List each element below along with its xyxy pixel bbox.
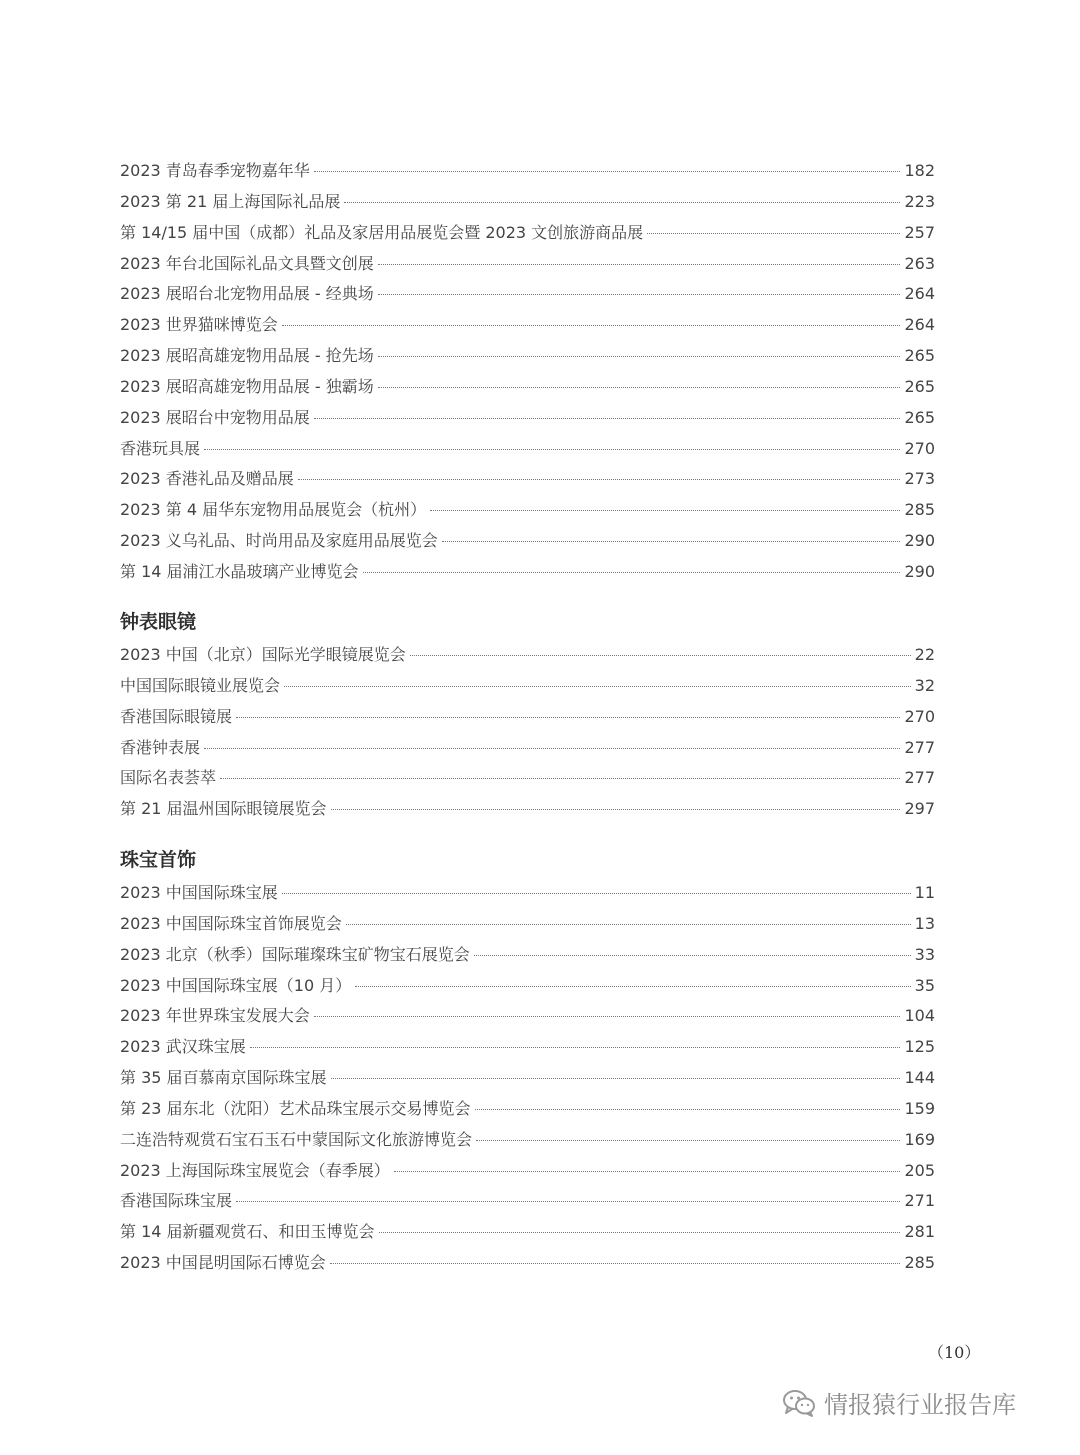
- toc-entry-page: 270: [904, 438, 935, 458]
- toc-entry-title: 香港国际珠宝展: [120, 1191, 233, 1211]
- toc-entry-title: 第 14 届浦江水晶玻璃产业博览会: [120, 561, 359, 581]
- dot-leader: [442, 541, 901, 542]
- dot-leader: [476, 1140, 900, 1141]
- toc-entry-title: 2023 展昭高雄宠物用品展 - 抢先场: [120, 346, 374, 366]
- toc-entry-title: 2023 年台北国际礼品文具暨文创展: [120, 253, 374, 273]
- dot-leader: [378, 387, 901, 388]
- toc-entry-title: 2023 中国国际珠宝展（10 月）: [120, 975, 352, 995]
- toc-entry[interactable]: [120, 405, 935, 436]
- dot-leader: [331, 1078, 901, 1079]
- toc-entry[interactable]: [120, 973, 935, 1004]
- toc-section-jewelry: [120, 842, 935, 1281]
- toc-entry[interactable]: [120, 281, 935, 312]
- dot-leader: [236, 717, 900, 718]
- toc-entry[interactable]: [120, 1219, 935, 1250]
- wechat-icon: [782, 1388, 816, 1418]
- toc-entry-page: 264: [904, 284, 935, 304]
- toc-entry-title: 第 14 届新疆观赏石、和田玉博览会: [120, 1222, 375, 1242]
- toc-entry-page: 270: [904, 706, 935, 726]
- toc-entry[interactable]: [120, 642, 935, 673]
- toc-entry-page: 263: [904, 253, 935, 273]
- dot-leader: [378, 356, 901, 357]
- dot-leader: [284, 686, 911, 687]
- dot-leader: [204, 748, 900, 749]
- toc-entry-title: 2023 香港礼品及赠品展: [120, 469, 294, 489]
- toc-entry[interactable]: [120, 158, 935, 189]
- toc-entry[interactable]: [120, 673, 935, 704]
- watermark-text: 情报猿行业报告库: [824, 1391, 1016, 1419]
- dot-leader: [346, 924, 911, 925]
- toc-entry-title: 2023 中国国际珠宝展: [120, 883, 278, 902]
- toc-entry-title: 第 14/15 届中国（成都）礼品及家居用品展览会暨 2023 文创旅游商品展: [120, 222, 644, 242]
- dot-leader: [430, 510, 900, 511]
- toc-entry-title: 2023 年世界珠宝发展大会: [120, 1006, 310, 1026]
- watermark: [782, 1385, 1016, 1420]
- toc-entry-page: 169: [904, 1129, 935, 1149]
- toc-entry[interactable]: [120, 1127, 935, 1158]
- toc-entry[interactable]: [120, 528, 935, 559]
- toc-section-watches-eyewear: [120, 604, 935, 827]
- toc-entry-page: 104: [904, 1006, 935, 1026]
- toc-entry-page: 285: [904, 500, 935, 520]
- toc-entry-page: 223: [904, 191, 935, 211]
- dot-leader: [378, 294, 901, 295]
- page-number: （10）: [928, 1343, 981, 1362]
- toc-entry[interactable]: [120, 559, 935, 590]
- toc-entry-page: 290: [904, 531, 935, 551]
- toc-entry[interactable]: [120, 189, 935, 220]
- toc-entry-page: 11: [914, 883, 935, 902]
- toc-entry-page: 264: [904, 315, 935, 335]
- toc-entry-page: 182: [904, 161, 935, 180]
- dot-leader: [282, 325, 901, 326]
- toc-entry[interactable]: [120, 436, 935, 467]
- toc-entry[interactable]: [120, 1096, 935, 1127]
- dot-leader: [331, 809, 901, 810]
- toc-entry[interactable]: [120, 1034, 935, 1065]
- toc-entry-title: 香港钟表展: [120, 737, 201, 757]
- toc-entry-page: 290: [904, 561, 935, 581]
- section-heading: 珠宝首饰: [120, 849, 197, 871]
- dot-leader: [363, 572, 901, 573]
- toc-entry-title: 2023 上海国际珠宝展览会（春季展）: [120, 1160, 390, 1180]
- toc-entry[interactable]: [120, 911, 935, 942]
- toc-section-gifts: [120, 158, 935, 590]
- toc-entry-title: 第 35 届百慕南京国际珠宝展: [120, 1068, 327, 1088]
- dot-leader: [220, 778, 900, 779]
- dot-leader: [330, 1263, 901, 1264]
- toc-entry[interactable]: [120, 374, 935, 405]
- toc-entry-title: 2023 中国昆明国际石博览会: [120, 1253, 326, 1273]
- section-heading: 钟表眼镜: [120, 611, 197, 633]
- toc-entry-title: 香港国际眼镜展: [120, 706, 233, 726]
- toc-entry-title: 2023 第 21 届上海国际礼品展: [120, 191, 341, 211]
- toc-entry-title: 国际名表荟萃: [120, 768, 217, 788]
- toc-entry-title: 第 23 届东北（沈阳）艺术品珠宝展示交易博览会: [120, 1098, 471, 1118]
- toc-entry-page: 281: [904, 1222, 935, 1242]
- toc-entry-title: 2023 北京（秋季）国际璀璨珠宝矿物宝石展览会: [120, 944, 470, 964]
- toc-entry-title: 2023 第 4 届华东宠物用品展览会（杭州）: [120, 500, 427, 520]
- toc-entry-page: 257: [904, 222, 935, 242]
- toc-entry[interactable]: [120, 735, 935, 766]
- toc-entry-title: 2023 中国国际珠宝首饰展览会: [120, 913, 342, 933]
- dot-leader: [410, 655, 911, 656]
- toc-entry-page: 277: [904, 737, 935, 757]
- dot-leader: [475, 1109, 901, 1110]
- toc-entry-title: 2023 展昭台北宠物用品展 - 经典场: [120, 284, 374, 304]
- toc-entry[interactable]: [120, 312, 935, 343]
- dot-leader: [236, 1201, 900, 1202]
- dot-leader: [394, 1171, 901, 1172]
- toc-entry-title: 2023 世界猫咪博览会: [120, 315, 278, 335]
- toc-entry-page: 22: [914, 645, 935, 664]
- toc-entry[interactable]: [120, 466, 935, 497]
- dot-leader: [474, 955, 911, 956]
- toc-entry-title: 香港玩具展: [120, 438, 201, 458]
- toc-entry-title: 2023 武汉珠宝展: [120, 1037, 246, 1057]
- toc-entry-page: 32: [914, 675, 935, 695]
- toc-entry-title: 2023 中国（北京）国际光学眼镜展览会: [120, 645, 406, 664]
- dot-leader: [314, 418, 901, 419]
- toc-entry[interactable]: [120, 220, 935, 251]
- dot-leader: [314, 171, 901, 172]
- toc-entry-page: 159: [904, 1098, 935, 1118]
- toc-entry-title: 2023 展昭高雄宠物用品展 - 独霸场: [120, 376, 374, 396]
- toc-entry[interactable]: [120, 343, 935, 374]
- toc-entry-page: 205: [904, 1160, 935, 1180]
- toc-entry-page: 125: [904, 1037, 935, 1057]
- toc-entry-page: 13: [914, 913, 935, 933]
- toc-entry-title: 2023 展昭台中宠物用品展: [120, 407, 310, 427]
- toc-entry-page: 271: [904, 1191, 935, 1211]
- toc-entry-page: 265: [904, 407, 935, 427]
- toc-entry[interactable]: [120, 765, 935, 796]
- toc-entry[interactable]: [120, 1158, 935, 1189]
- toc-entry[interactable]: [120, 497, 935, 528]
- toc-entry-page: 265: [904, 376, 935, 396]
- toc-entry-page: 33: [914, 944, 935, 964]
- dot-leader: [647, 233, 900, 234]
- toc-entry-title: 中国国际眼镜业展览会: [120, 675, 281, 695]
- toc-entry-page: 277: [904, 768, 935, 788]
- toc-entry-page: 144: [904, 1068, 935, 1088]
- toc-entry[interactable]: [120, 1250, 935, 1281]
- dot-leader: [298, 479, 901, 480]
- toc-entry-page: 273: [904, 469, 935, 489]
- toc-entry-title: 2023 义乌礼品、时尚用品及家庭用品展览会: [120, 531, 438, 551]
- toc-entry[interactable]: [120, 796, 935, 827]
- toc-entry-page: 297: [904, 799, 935, 819]
- dot-leader: [314, 1016, 901, 1017]
- dot-leader: [204, 449, 900, 450]
- toc-entry[interactable]: [120, 704, 935, 735]
- dot-leader: [379, 1232, 901, 1233]
- toc-entry[interactable]: [120, 942, 935, 973]
- dot-leader: [250, 1047, 901, 1048]
- dot-leader: [282, 893, 911, 894]
- dot-leader: [355, 986, 910, 987]
- toc-entry-page: 285: [904, 1253, 935, 1273]
- toc-entry-title: 第 21 届温州国际眼镜展览会: [120, 799, 327, 819]
- toc-entry-title: 2023 青岛春季宠物嘉年华: [120, 161, 310, 180]
- toc-entry[interactable]: [120, 1188, 935, 1219]
- toc-entry-page: 35: [914, 975, 935, 995]
- toc-entry[interactable]: [120, 1003, 935, 1034]
- dot-leader: [378, 264, 901, 265]
- dot-leader: [344, 202, 900, 203]
- toc-entry[interactable]: [120, 880, 935, 911]
- toc-entry-title: 二连浩特观赏石宝石玉石中蒙国际文化旅游博览会: [120, 1129, 473, 1149]
- toc-entry[interactable]: [120, 1065, 935, 1096]
- toc-entry-page: 265: [904, 346, 935, 366]
- toc-entry[interactable]: [120, 251, 935, 282]
